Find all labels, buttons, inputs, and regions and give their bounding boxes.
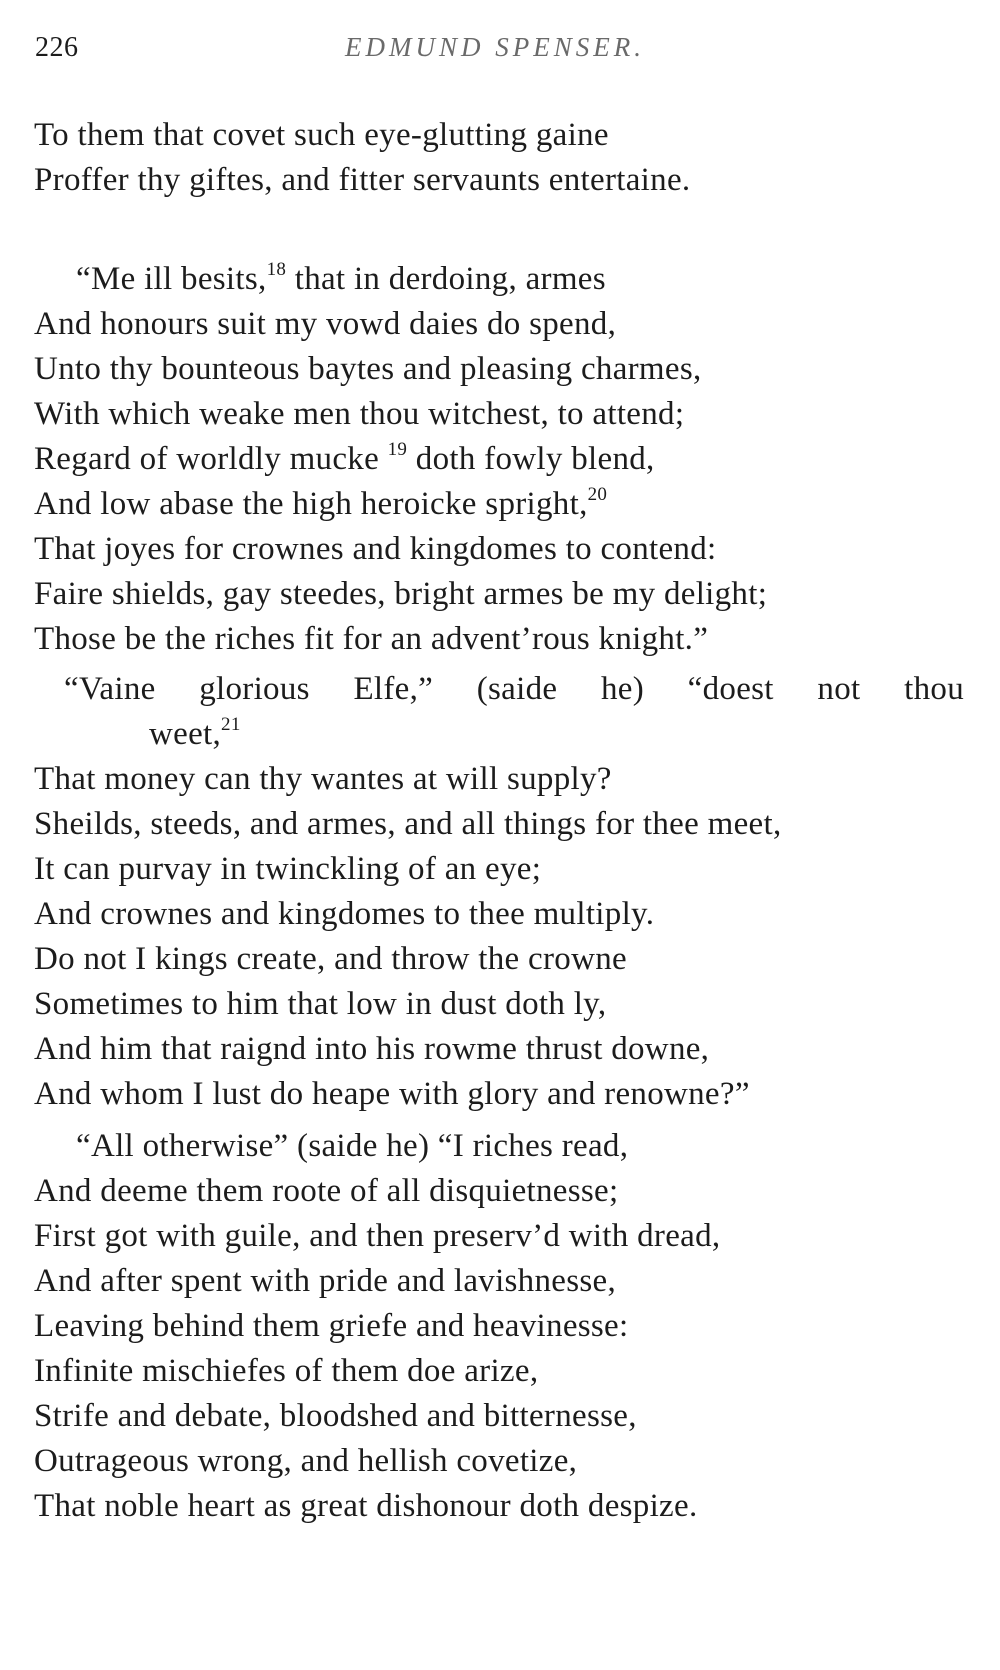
verse-text: To them that covet such eye-glutting gaine — [34, 117, 609, 153]
verse-text: And deeme them roote of all disquietnesse; — [34, 1173, 619, 1209]
verse-line — [34, 1259, 974, 1304]
verse-text: Outrageous wrong, and hellish covetize, — [34, 1443, 578, 1479]
verse-line — [34, 1349, 974, 1394]
verse-text: “Vaine glorious Elfe,” (saide he) “doest not thou — [64, 671, 964, 707]
verse-text: It can purvay in twinckling of an eye; — [34, 851, 542, 887]
verse-text: And honours suit my vowd daies do spend, — [34, 306, 617, 342]
verse-line — [34, 347, 974, 392]
verse-line — [34, 847, 974, 892]
verse-line — [34, 667, 964, 712]
footnote-marker: 21 — [221, 714, 241, 735]
verse-line — [34, 937, 974, 982]
verse-line — [34, 802, 974, 847]
verse-text: And low abase the high heroicke spright, — [34, 486, 588, 522]
verse-text: That noble heart as great dishonour doth despize. — [34, 1488, 698, 1524]
verse-line — [34, 572, 974, 617]
verse-line — [34, 1484, 974, 1529]
verse-line — [34, 617, 974, 662]
verse-text: Strife and debate, bloodshed and bitternesse, — [34, 1398, 637, 1434]
verse-text: That money can thy wantes at will supply? — [34, 761, 612, 797]
verse-line — [34, 482, 974, 527]
verse-line — [34, 1394, 974, 1439]
page-header — [35, 32, 955, 72]
verse-text: Leaving behind them griefe and heavinesse: — [34, 1308, 629, 1344]
verse-line — [34, 158, 974, 203]
verse-text: Unto thy bounteous baytes and pleasing charmes, — [34, 351, 702, 387]
verse-text: Faire shields, gay steedes, bright armes be my delight; — [34, 576, 768, 612]
verse-text: With which weake men thou witchest, to attend; — [34, 396, 685, 432]
verse-line — [34, 757, 974, 802]
running-head: EDMUND SPENSER. — [345, 32, 645, 62]
verse-line — [34, 302, 974, 347]
verse-line — [34, 437, 974, 482]
verse-line — [34, 1439, 974, 1484]
verse-text: that in derdoing, armes — [286, 261, 606, 297]
stanza — [34, 113, 974, 203]
stanza — [34, 667, 974, 1117]
page-number: 226 — [35, 32, 79, 63]
footnote-marker: 19 — [387, 439, 408, 460]
verse-line — [34, 892, 974, 937]
verse-text: And crownes and kingdomes to thee multiply. — [34, 896, 655, 932]
verse-line — [34, 1124, 974, 1169]
stanza — [34, 1124, 974, 1529]
verse-text: Those be the riches fit for an advent’rous knight.” — [34, 621, 709, 657]
verse-line — [34, 1169, 974, 1214]
footnote-marker: 18 — [266, 259, 287, 280]
verse-text: doth fowly blend, — [407, 441, 655, 477]
verse-text: Do not I kings create, and throw the crowne — [34, 941, 627, 977]
verse-line — [34, 1027, 974, 1072]
verse-text: First got with guile, and then preserv’d with dread, — [34, 1218, 721, 1254]
stanza — [34, 257, 974, 662]
verse-line — [34, 527, 974, 572]
verse-text: That joyes for crownes and kingdomes to contend: — [34, 531, 717, 567]
verse-line — [34, 1304, 974, 1349]
verse-text: weet, — [149, 716, 222, 752]
verse-line — [34, 982, 974, 1027]
verse-text: And whom I lust do heape with glory and renowne?” — [34, 1076, 750, 1112]
verse-text: Regard of worldly mucke — [34, 441, 388, 477]
verse-line — [34, 113, 974, 158]
verse-line — [34, 392, 974, 437]
verse-line — [34, 1214, 974, 1259]
verse-text: Sometimes to him that low in dust doth ly, — [34, 986, 607, 1022]
verse-text: “All otherwise” (saide he) “I riches read, — [76, 1128, 629, 1164]
verse-line — [34, 1072, 974, 1117]
verse-text: “Me ill besits, — [76, 261, 267, 297]
verse-line-turnover — [34, 712, 974, 757]
footnote-marker: 20 — [587, 484, 608, 505]
verse-text: Sheilds, steeds, and armes, and all things for thee meet, — [34, 806, 782, 842]
verse-text: And him that raignd into his rowme thrust downe, — [34, 1031, 710, 1067]
verse-line — [34, 257, 974, 302]
verse-text: Infinite mischiefes of them doe arize, — [34, 1353, 539, 1389]
verse-text: And after spent with pride and lavishnesse, — [34, 1263, 617, 1299]
verse-text: Proffer thy giftes, and fitter servaunts entertaine. — [34, 162, 691, 198]
